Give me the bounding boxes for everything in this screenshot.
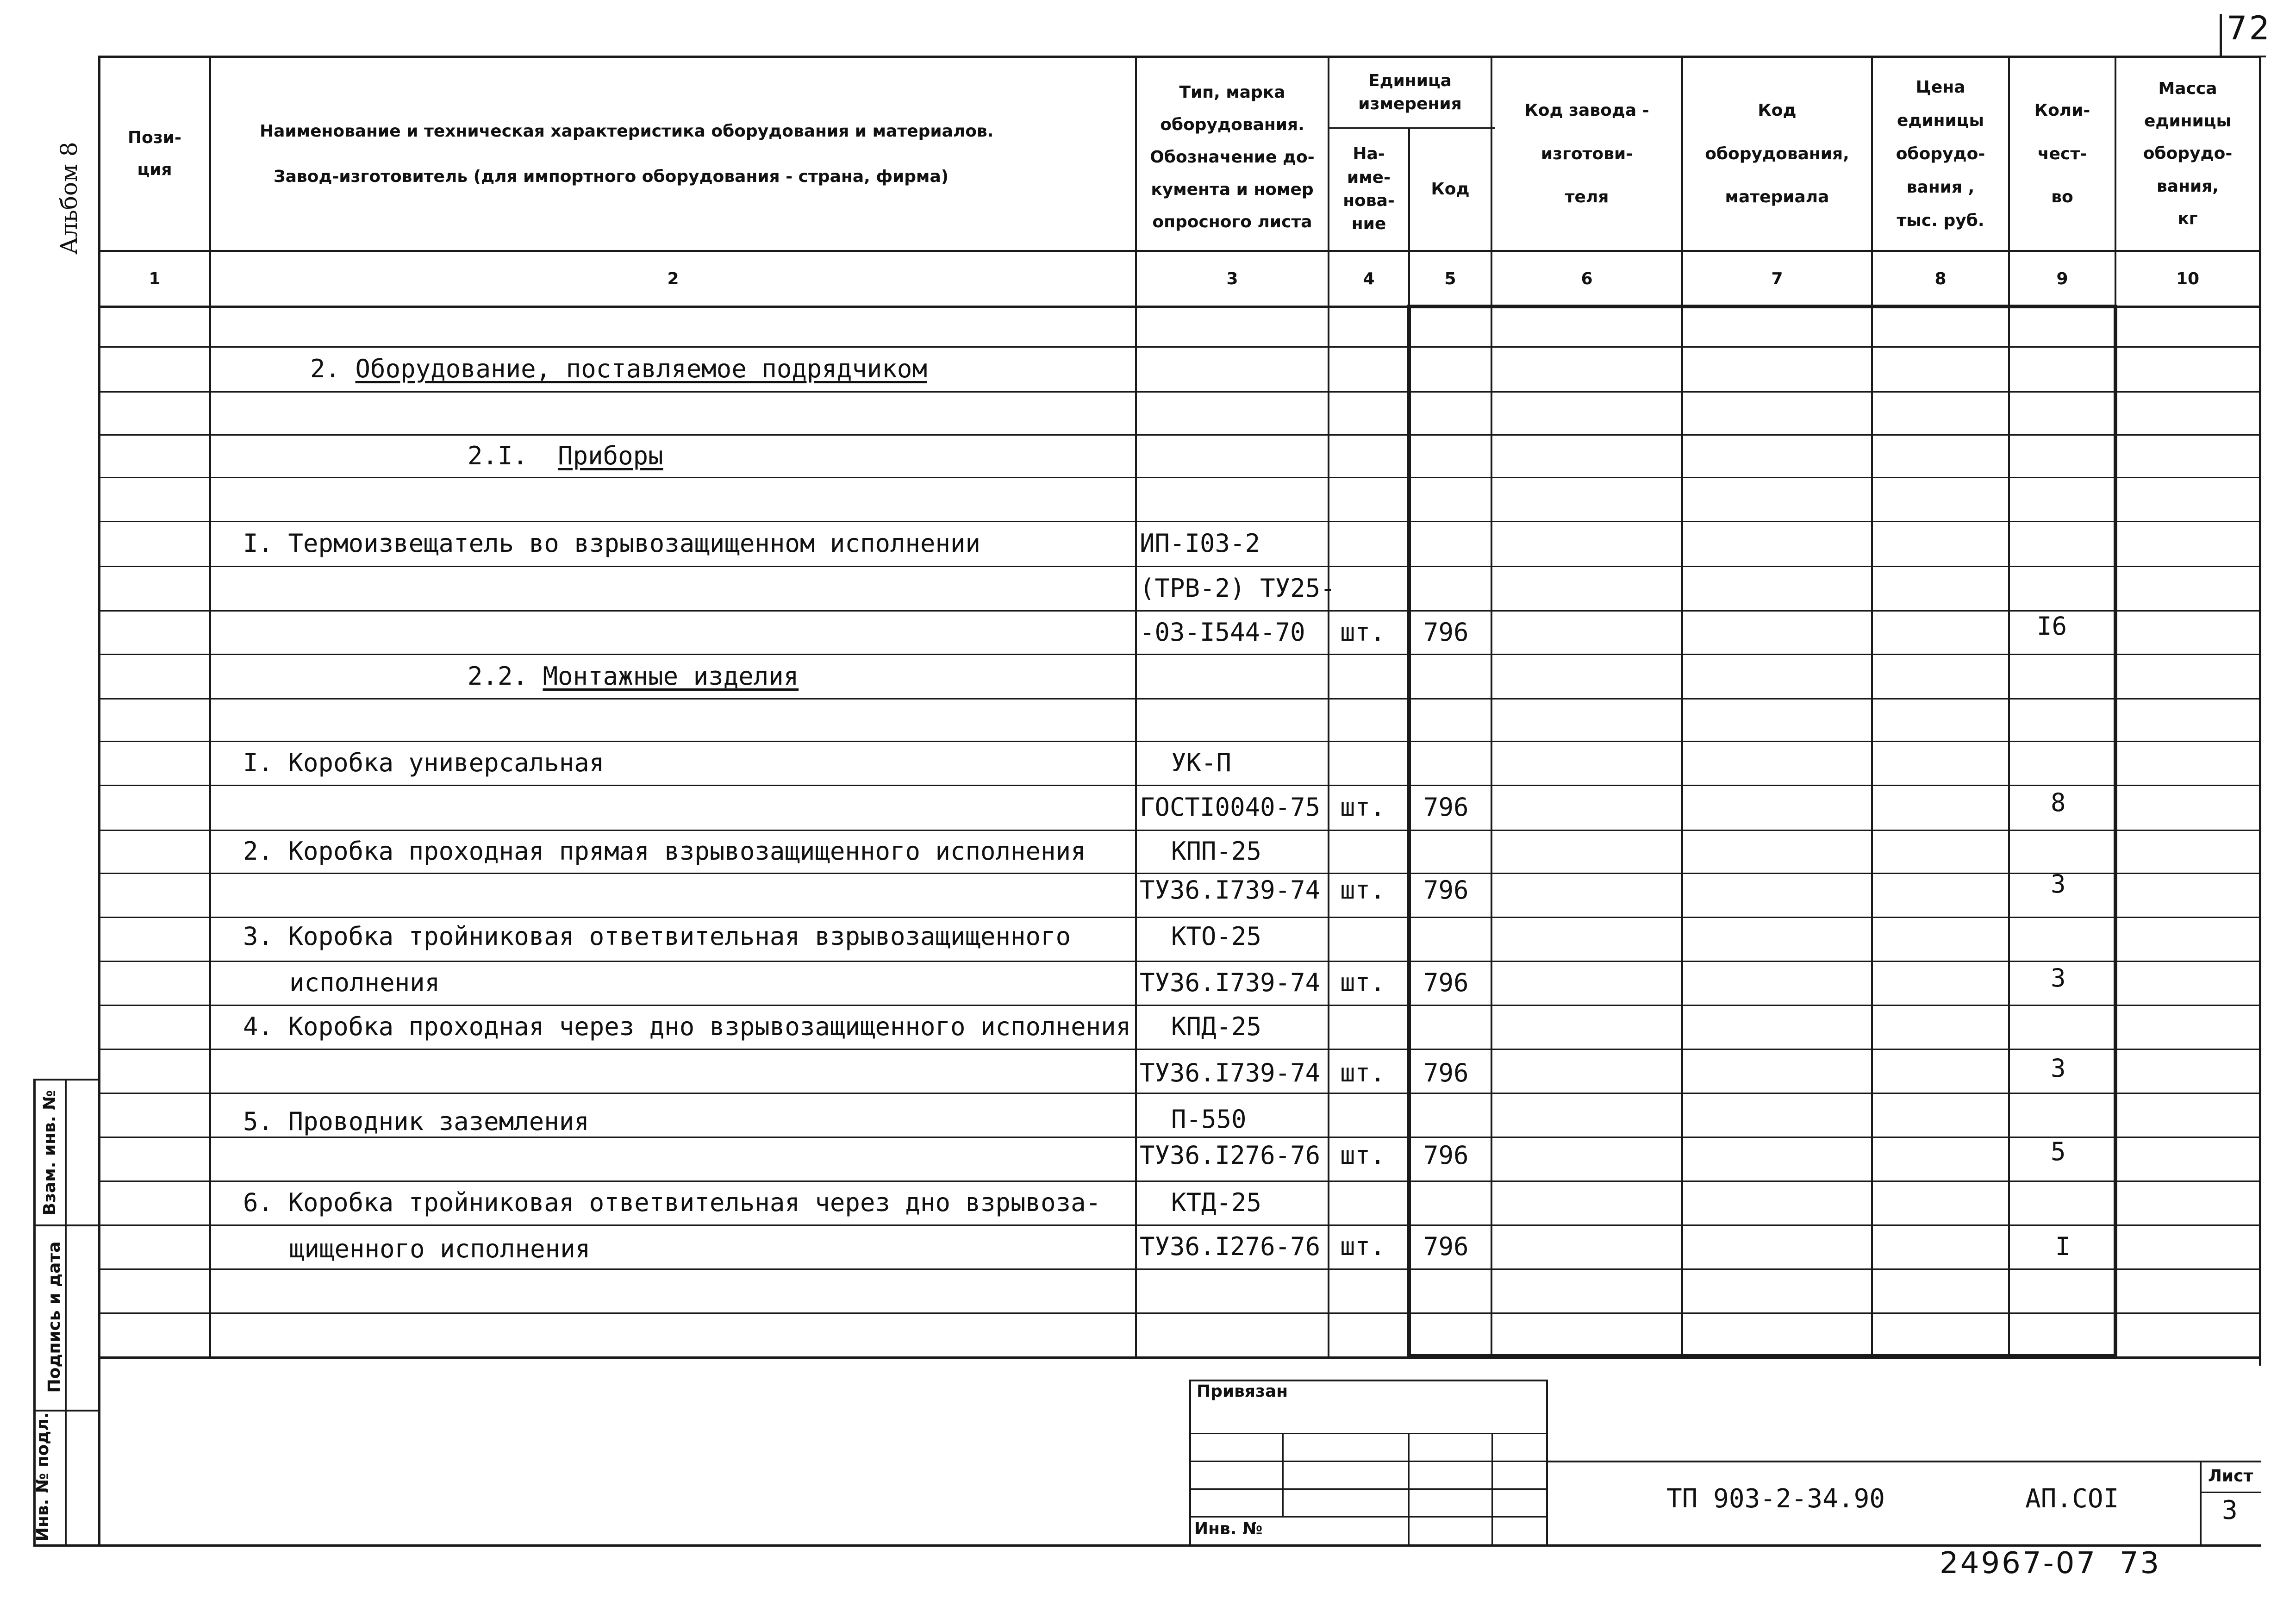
col-num-6: 6 [1581,269,1593,288]
row-name: 2. Коробка проходная прямая взрывозащищенного исполнения [243,837,1086,866]
row-unit: шт. [1340,1058,1385,1087]
row-type: ТУ36.I276-76 [1140,1232,1321,1261]
row-name: 4. Коробка проходная через дно взрывозащищенного исполнения [243,1012,1131,1041]
col-num-4: 4 [1363,269,1375,288]
row-type: ИП-I03-2 [1140,529,1260,558]
row-type: КТД-25 [1171,1188,1262,1217]
side-signature-date: Подпись и дата [45,1241,64,1393]
header-price: Цена единицы оборудо- вания , тыс. руб. [1896,77,1985,230]
row-type: П-550 [1171,1105,1247,1134]
row-type: КПД-25 [1171,1012,1262,1041]
col-num-3: 3 [1226,269,1238,288]
row-qty: 5 [2051,1137,2066,1166]
row-qty: 3 [2051,1054,2066,1083]
col-num-2: 2 [667,269,679,288]
section-2-heading [310,346,927,391]
album-label: Альбом 8 [56,142,82,255]
section-21-number: 2.I. [468,441,528,470]
col-num-1: 1 [149,269,161,288]
header-type: Тип, марка оборудования. Обозначение до- кумента и номер опросного листа [1150,82,1315,232]
row-code: 796 [1423,1141,1469,1170]
header-mass: Масса единицы оборудо- вания, кг [2143,79,2233,228]
row-qty: 3 [2051,963,2066,993]
row-type: -03-I544-70 [1140,617,1305,647]
row-name: 6. Коробка тройниковая ответвительная через дно взрывоза- [243,1188,1101,1217]
section-2-title: Оборудование, поставляемое подрядчиком [355,354,927,383]
row-name: исполнения [289,968,440,997]
privyazan-label: Привязан [1197,1382,1288,1401]
sheet-number: 3 [2222,1495,2238,1525]
section-22-title: Монтажные изделия [543,661,799,691]
row-type: УК-П [1171,748,1232,777]
col-num-8: 8 [1934,269,1947,288]
row-type: КТО-25 [1171,922,1262,951]
row-code: 796 [1423,617,1469,647]
row-name: I. Коробка универсальная [243,748,605,777]
row-type: ГОСТI0040-75 [1140,793,1321,822]
section-22-heading [468,654,799,698]
row-type: (ТРВ-2) ТУ25- [1140,573,1335,603]
header-position: Пози- ция [128,128,181,179]
row-qty: I6 [2037,611,2067,641]
col-num-10: 10 [2176,269,2200,288]
doc-designation: ТП 903-2-34.90 [1666,1484,1885,1514]
row-code: 796 [1423,1232,1469,1261]
row-type: ТУ36.I739-74 [1140,968,1321,997]
doc-mark: АП.СОI [2025,1484,2119,1514]
header-quantity: Коли- чест- во [2034,101,2090,207]
row-name: 5. Проводник заземления [243,1107,589,1136]
header-name-line1: Наименование и техническая характеристика оборудования и материалов. [260,122,994,141]
page-corner-number: 72 [2227,9,2272,47]
row-unit: шт. [1340,1141,1385,1170]
header-name-line2: Завод-изготовитель (для импортного оборудования - страна, фирма) [274,167,949,186]
section-21-heading [468,434,663,477]
section-2-number: 2. [310,354,341,383]
header-unit: Единица измерения [1358,71,1462,113]
row-unit: шт. [1340,617,1385,647]
row-type: ТУ36.I739-74 [1140,1058,1321,1087]
header-name [211,58,1135,250]
section-22-number: 2.2. [468,661,528,691]
row-type: ТУ36.I739-74 [1140,875,1321,905]
sheet-label: Лист [2208,1467,2253,1486]
row-unit: шт. [1340,968,1385,997]
header-unit-name: На- име- нова- ние [1343,144,1395,234]
header-plant-code: Код завода - изготови- теля [1524,101,1649,207]
row-name: щищенного исполнения [289,1234,591,1263]
inv-no-label: Инв. № [1194,1519,1263,1538]
side-vzam-inv: Взам. инв. № [40,1090,59,1216]
header-equipment-code: Код оборудования, материала [1705,101,1849,207]
row-name: I. Термоизвещатель во взрывозащищенном исполнении [243,529,981,558]
row-type: ТУ36.I276-76 [1140,1141,1321,1170]
row-code: 796 [1423,1058,1469,1087]
row-unit: шт. [1340,875,1385,905]
side-inv-original: Инв. № подл. [33,1412,52,1542]
col-num-9: 9 [2056,269,2068,288]
row-qty: I [2055,1232,2071,1261]
archive-number: 24967-07 73 [1940,1546,2161,1580]
row-qty: 3 [2051,869,2066,899]
row-unit: шт. [1340,1232,1385,1261]
row-qty: 8 [2051,788,2066,817]
row-type: КПП-25 [1171,837,1262,866]
col-num-5: 5 [1444,269,1456,288]
section-21-title: Приборы [558,441,663,470]
row-code: 796 [1423,875,1469,905]
row-code: 796 [1423,968,1469,997]
row-name: 3. Коробка тройниковая ответвительная взрывозащищенного [243,922,1071,951]
row-unit: шт. [1340,793,1385,822]
col-num-7: 7 [1771,269,1783,288]
row-code: 796 [1423,793,1469,822]
header-unit-code: Код [1431,179,1470,199]
